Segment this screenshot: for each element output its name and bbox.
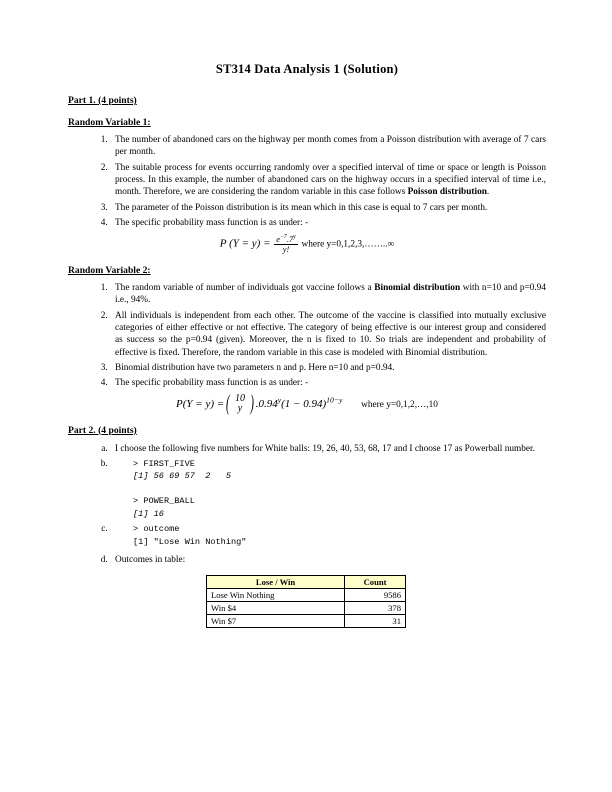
list-item: 3. The parameter of the Poisson distribution is its mean which in this case is equal to 7 cars per month.: [110, 202, 546, 214]
list-item: 1. The random variable of number of individuals got vaccine follows a Binomial distribution with n=10 and p=0.94 i.e., 94%.: [110, 282, 546, 307]
code-block-b: b. > FIRST_FIVE [1] 56 69 57 2 5 > POWER_BALL [1] 16: [133, 459, 231, 519]
list-item: 2. The suitable process for events occurring randomly over a specified interval of time or space or length is Poisson process. In this example, the number of abandoned cars on the highway occurs in a specified interval of time i.e., month. Therefore, we are considering the random variable in this case follows Poisson distribution.: [110, 162, 546, 199]
cell-count: 378: [345, 601, 406, 614]
list-item: [110, 458, 546, 520]
part2-heading: Part 2. (4 points): [68, 424, 137, 436]
cell-outcome: Win $7: [207, 614, 345, 627]
binomial-coefficient: [227, 394, 253, 415]
column-header-lose-win: Lose / Win: [207, 575, 345, 588]
binomial-where: where y=0,1,2,…,10: [361, 399, 438, 410]
poisson-fraction: [274, 234, 298, 254]
poisson-lhs: P (Y = y) =: [219, 237, 271, 250]
rv2-bold-phrase: Binomial distribution: [374, 282, 461, 293]
part1-heading: Part 1. (4 points): [68, 95, 137, 106]
poisson-numerator: $e^{-7}.7^y$: [276, 233, 296, 244]
cell-count: 31: [345, 614, 406, 627]
list-item: 1. The number of abandoned cars on the highway per month comes from a Poisson distribution with average of 7 cars per month.: [110, 134, 546, 159]
rv1-bold-phrase: Poisson distribution: [407, 187, 487, 198]
binomial-mid: $.0.94^y(1 - 0.94)^{10-y}$: [255, 395, 343, 410]
binom-stack: 10 y: [234, 392, 245, 415]
cell-outcome: Win $4: [207, 601, 345, 614]
poisson-where: where y=0,1,2,3,……..∞: [301, 239, 395, 250]
random-variable-2-heading: Random Variable 2:: [68, 264, 151, 276]
list-item: [110, 523, 546, 548]
table-row: [207, 601, 406, 614]
list-item: d. Outcomes in table:: [110, 554, 546, 566]
paren-right: ): [250, 392, 254, 417]
random-variable-1-heading: Random Variable 1:: [68, 117, 151, 128]
paren-left: (: [225, 392, 230, 417]
table-row: [207, 588, 406, 601]
poisson-pmf-formula: [68, 234, 546, 254]
list-item: a. I choose the following five numbers for White balls: 19, 26, 40, 53, 68, 17 and I choose 17 as Powerball number.: [110, 443, 546, 455]
table-header-row: [207, 575, 406, 588]
cell-outcome: Lose Win Nothing: [207, 588, 345, 601]
poisson-denominator: y!: [282, 244, 290, 254]
list-item: 2. All individuals is independent from each other. The outcome of the vaccine is classified into mutually exclusive categories of either effective or not effective. The category of being effective is our interest group and considered as success so the p=0.94 (given). Moreover, the n is fixed to 10. So trials are independent and probability of effective is fixed. Therefore, the random variable in this case is modeled with Binomial distribution.: [110, 310, 546, 359]
list-item: 3. Binomial distribution have two parameters n and p. Here n=10 and p=0.94.: [110, 362, 546, 374]
list-item: 4. The specific probability mass function is as under: -: [110, 377, 546, 389]
binomial-pmf-formula: [68, 394, 546, 415]
page-title: ST314 Data Analysis 1 (Solution): [215, 62, 399, 76]
document-content: [68, 62, 546, 628]
list-item: 4. The specific probability mass function is as under: -: [110, 217, 546, 229]
cell-count: 9586: [345, 588, 406, 601]
column-header-count: Count: [345, 575, 406, 588]
rv2-list: [68, 282, 546, 390]
part2-list: [68, 443, 546, 567]
outcomes-table: [206, 575, 406, 628]
binomial-lhs: P(Y = y) =: [176, 397, 225, 410]
rv1-list: [68, 134, 546, 230]
outcomes-table-wrapper: [206, 575, 546, 628]
code-block-c: c. > outcome [1] "Lose Win Nothing": [133, 524, 247, 547]
table-row: [207, 614, 406, 627]
